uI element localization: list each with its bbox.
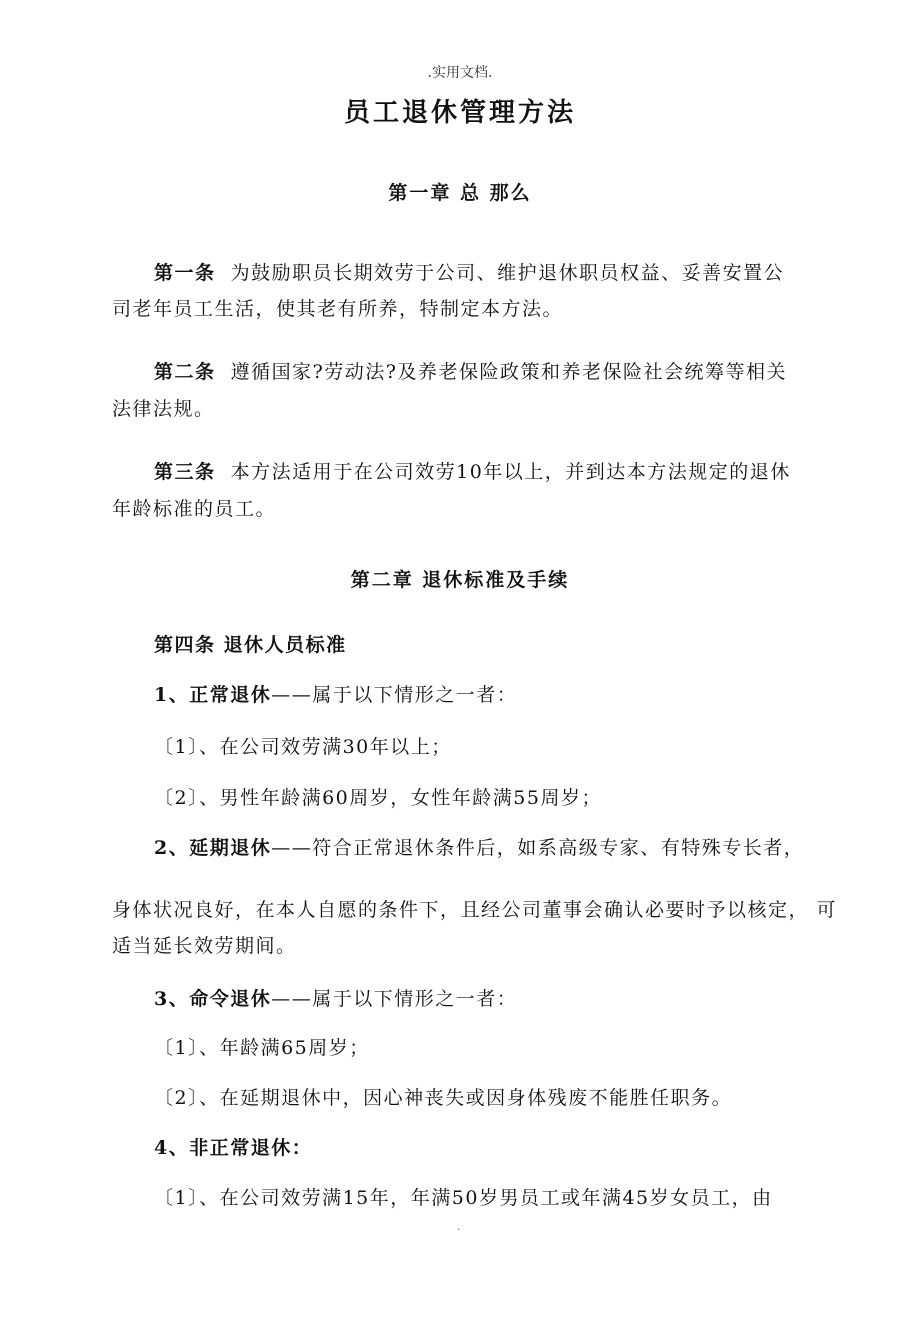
item-4-sub-1: 〔1〕、在公司效劳满15年，年满50岁男员工或年满45岁女员工，由	[154, 1187, 773, 1209]
item-1	[154, 680, 517, 707]
article-1-line-1	[154, 258, 784, 285]
article-1-line-2: 司老年员工生活，使其老有所养，特制定本方法。	[112, 298, 564, 320]
page-header: .实用文档.	[427, 65, 493, 81]
article-3-text: 本方法适用于在公司效劳10年以上，并到达本方法规定的退休	[230, 461, 791, 483]
chapter-2-heading: 第二章 退休标准及手续	[350, 569, 570, 591]
article-1-label: 第一条	[154, 262, 216, 284]
article-1-text: 为鼓励职员长期效劳于公司、维护退休职员权益、妥善安置公	[230, 262, 785, 284]
page-footer-dot: .	[457, 1222, 461, 1233]
article-3-label: 第三条	[154, 461, 216, 483]
article-2-line-1	[154, 357, 787, 384]
article-4-heading: 第四条 退休人员标准	[154, 634, 347, 656]
item-1-label: 1、正常退休	[154, 684, 272, 706]
item-3-label: 3、命令退休	[154, 988, 272, 1010]
item-2-text: ——符合正常退休条件后，如系高级专家、有特殊专长者，	[271, 837, 805, 859]
article-2-line-2: 法律法规。	[112, 398, 215, 420]
article-2-label: 第二条	[154, 361, 216, 383]
item-1-text: ——属于以下情形之一者：	[271, 684, 518, 706]
article-3-line-1	[154, 457, 791, 484]
item-1-sub-2: 〔2〕、男性年龄满60周岁，女性年龄满55周岁；	[154, 787, 602, 809]
item-4: 4、非正常退休：	[154, 1137, 313, 1159]
chapter-1-heading: 第一章 总 那么	[388, 182, 532, 204]
item-3-text: ——属于以下情形之一者：	[271, 988, 518, 1010]
item-3-sub-2: 〔2〕、在延期退休中，因心神丧失或因身体残废不能胜任职务。	[154, 1087, 733, 1109]
article-3-line-2: 年龄标准的员工。	[112, 498, 277, 520]
document-title: 员工退休管理方法	[343, 98, 576, 128]
item-2	[154, 833, 804, 860]
item-2-line-2: 身体状况良好，在本人自愿的条件下，且经公司董事会确认必要时予以核定， 可	[112, 899, 838, 921]
article-2-text: 遵循国家?劳动法?及养老保险政策和养老保险社会统筹等相关	[230, 361, 787, 383]
item-1-sub-1: 〔1〕、在公司效劳满30年以上；	[154, 736, 452, 758]
item-3	[154, 984, 517, 1011]
item-2-label: 2、延期退休	[154, 837, 272, 859]
item-3-sub-1: 〔1〕、年龄满65周岁；	[154, 1037, 370, 1059]
item-2-line-3: 适当延长效劳期间。	[112, 935, 297, 957]
